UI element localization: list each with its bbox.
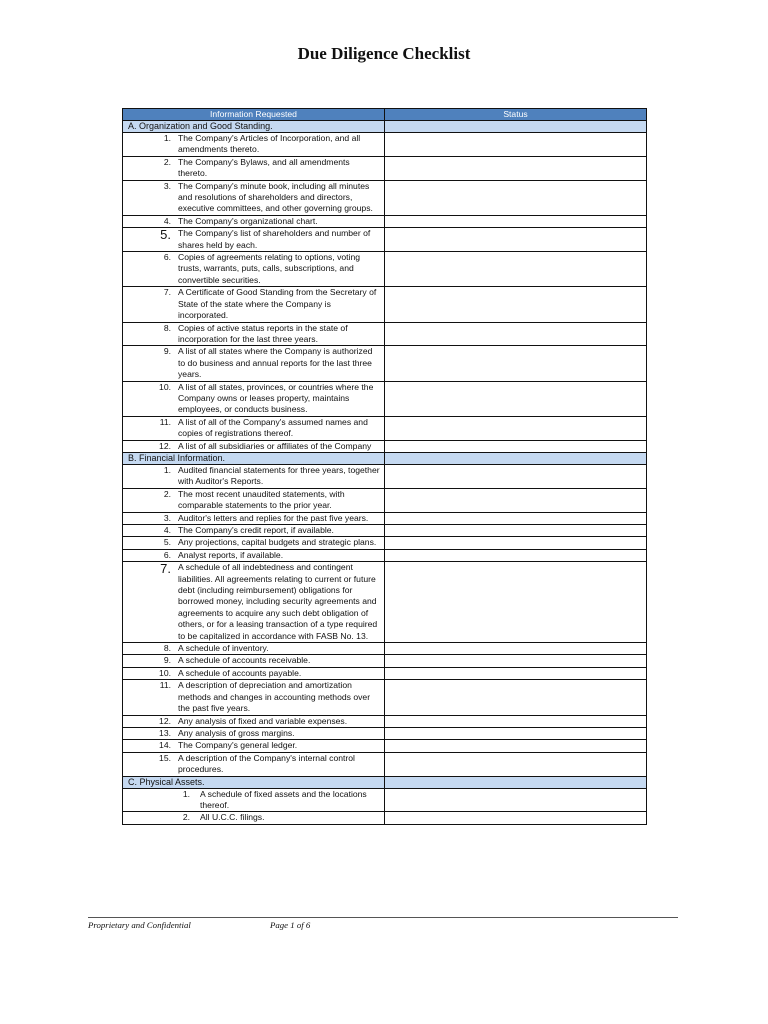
status-cell[interactable]: [385, 252, 647, 287]
item-text: All U.C.C. filings.: [200, 812, 265, 823]
information-requested-cell: [123, 416, 385, 440]
status-cell[interactable]: [385, 740, 647, 752]
header-information-requested: Information Requested: [123, 109, 385, 121]
status-cell[interactable]: [385, 537, 647, 549]
information-requested-cell: [123, 228, 385, 252]
table-row: [123, 287, 647, 322]
document-title: Due Diligence Checklist: [297, 44, 471, 63]
status-cell[interactable]: [385, 549, 647, 561]
information-requested-cell: [123, 727, 385, 739]
information-requested-cell: [123, 215, 385, 227]
status-cell[interactable]: [385, 488, 647, 512]
item-text: A schedule of all indebtedness and contingent liabilities. All agreements relating to current or future debt (including reimbursement) obligations for borrowed money, including security agreements and agreements to acquire any such debt obligation of others, or for a leasing transaction of a type required to be capitalized in accordance with FASB No. 13.: [178, 562, 378, 641]
status-cell[interactable]: [385, 788, 647, 812]
table-row: [123, 440, 647, 452]
item-number: 10.: [159, 381, 171, 392]
item-text: Any projections, capital budgets and strategic plans.: [178, 537, 377, 548]
item-text: Auditor's letters and replies for the past five years.: [178, 512, 369, 523]
item-text: The Company's organizational chart.: [178, 215, 318, 226]
table-row: [123, 667, 647, 679]
table-row: [123, 180, 647, 215]
item-text: A schedule of inventory.: [178, 643, 269, 654]
status-cell[interactable]: [385, 667, 647, 679]
information-requested-cell: [123, 440, 385, 452]
footer-page-number: Page 1 of 6: [270, 920, 311, 930]
table-row: [123, 252, 647, 287]
item-number: 7.: [160, 561, 171, 577]
information-requested-cell: [123, 287, 385, 322]
item-text: Copies of agreements relating to options, voting trusts, warrants, puts, calls, subscriptions, and convertible securities.: [178, 252, 361, 285]
item-number: 2.: [182, 812, 190, 823]
information-requested-cell: [123, 252, 385, 287]
table-row: [123, 322, 647, 346]
item-number: 12.: [159, 440, 171, 451]
item-number: 5.: [160, 227, 171, 243]
information-requested-cell: [123, 512, 385, 524]
item-text: A schedule of fixed assets and the locations thereof.: [200, 788, 367, 810]
item-number: 6.: [163, 549, 171, 560]
item-number: 15.: [159, 752, 171, 763]
information-requested-cell: [123, 525, 385, 537]
status-cell[interactable]: [385, 215, 647, 227]
table-row: [123, 752, 647, 776]
table-row: [123, 562, 647, 643]
item-text: Copies of active status reports in the state of incorporation for the last three years.: [178, 322, 348, 344]
item-text: The Company's general ledger.: [178, 740, 298, 751]
status-cell[interactable]: [385, 727, 647, 739]
item-number: 10.: [159, 667, 171, 678]
item-text: The Company's credit report, if available.: [178, 525, 334, 535]
status-cell[interactable]: [385, 228, 647, 252]
section-label: A. Organization and Good Standing.: [123, 121, 385, 133]
table-row: [123, 381, 647, 416]
section-status-cell: [385, 452, 647, 464]
table-row: [123, 549, 647, 561]
information-requested-cell: [123, 643, 385, 655]
information-requested-cell: [123, 180, 385, 215]
item-text: Any analysis of fixed and variable expenses.: [178, 715, 348, 726]
status-cell[interactable]: [385, 715, 647, 727]
status-cell[interactable]: [385, 643, 647, 655]
item-number: 2.: [163, 488, 171, 499]
item-text: Any analysis of gross margins.: [178, 727, 295, 738]
footer-confidential: Proprietary and Confidential: [88, 920, 191, 930]
status-cell[interactable]: [385, 525, 647, 537]
status-cell[interactable]: [385, 322, 647, 346]
section-status-cell: [385, 776, 647, 788]
header-status: Status: [385, 109, 647, 121]
item-text: A list of all states, provinces, or countries where the Company owns or leases property, maintains employees, or conducts business.: [178, 381, 374, 415]
item-text: A list of all states where the Company is authorized to do business and annual reports for the last three years.: [178, 346, 373, 380]
information-requested-cell: [123, 537, 385, 549]
item-text: A description of the Company's internal control procedures.: [178, 752, 355, 775]
table-row: [123, 788, 647, 812]
item-number: 7.: [163, 287, 171, 298]
item-text: A schedule of accounts payable.: [178, 667, 302, 678]
item-number: 3.: [163, 512, 171, 523]
status-cell[interactable]: [385, 133, 647, 157]
item-number: 2.: [163, 156, 171, 167]
status-cell[interactable]: [385, 346, 647, 381]
section-row: [123, 776, 647, 788]
item-text: The most recent unaudited statements, with comparable statements to the prior year.: [178, 488, 345, 511]
item-text: The Company's list of shareholders and number of shares held by each.: [178, 228, 371, 250]
item-number: 12.: [159, 715, 171, 726]
table-row: [123, 156, 647, 180]
table-row: [123, 643, 647, 655]
status-cell[interactable]: [385, 655, 647, 667]
table-row: [123, 715, 647, 727]
item-number: 9.: [163, 346, 171, 357]
status-cell[interactable]: [385, 416, 647, 440]
item-number: 1.: [182, 788, 190, 799]
item-text: The Company's minute book, including all minutes and resolutions of shareholders and directors, executive committees, and other governing groups.: [178, 180, 373, 214]
table-row: [123, 228, 647, 252]
item-text: A Certificate of Good Standing from the Secretary of State of the state where the Company is incorporated.: [178, 287, 377, 321]
item-number: 6.: [163, 252, 171, 263]
status-cell[interactable]: [385, 440, 647, 452]
status-cell[interactable]: [385, 464, 647, 488]
status-cell[interactable]: [385, 156, 647, 180]
information-requested-cell: [123, 322, 385, 346]
information-requested-cell: [123, 133, 385, 157]
item-text: The Company's Articles of Incorporation, and all amendments thereto.: [178, 133, 361, 155]
table-row: [123, 680, 647, 715]
status-cell[interactable]: [385, 562, 647, 643]
status-cell[interactable]: [385, 180, 647, 215]
section-label: C. Physical Assets.: [123, 776, 385, 788]
item-number: 11.: [159, 680, 171, 691]
status-cell[interactable]: [385, 812, 647, 824]
table-row: [123, 655, 647, 667]
item-text: A list of all of the Company's assumed names and copies of registrations thereof.: [178, 416, 368, 439]
table-row: [123, 525, 647, 537]
item-text: Analyst reports, if available.: [178, 549, 284, 560]
footer-divider: [88, 917, 678, 918]
item-text: Audited financial statements for three years, together with Auditor's Reports.: [178, 464, 380, 487]
section-row: [123, 121, 647, 133]
information-requested-cell: [123, 788, 385, 812]
table-row: [123, 740, 647, 752]
information-requested-cell: [123, 655, 385, 667]
table-row: [123, 512, 647, 524]
table-row: [123, 464, 647, 488]
table-header-row: [123, 109, 647, 121]
information-requested-cell: [123, 752, 385, 776]
table-row: [123, 537, 647, 549]
status-cell[interactable]: [385, 381, 647, 416]
item-number: 1.: [163, 464, 171, 475]
table-row: [123, 416, 647, 440]
item-text: A list of all subsidiaries or affiliates of the Company: [178, 440, 372, 451]
table-row: [123, 215, 647, 227]
information-requested-cell: [123, 562, 385, 643]
table-row: [123, 727, 647, 739]
status-cell[interactable]: [385, 512, 647, 524]
information-requested-cell: [123, 381, 385, 416]
information-requested-cell: [123, 549, 385, 561]
information-requested-cell: [123, 667, 385, 679]
table-row: [123, 812, 647, 824]
information-requested-cell: [123, 346, 385, 381]
item-number: 11.: [159, 416, 171, 427]
status-cell[interactable]: [385, 752, 647, 776]
status-cell[interactable]: [385, 287, 647, 322]
item-number: 14.: [159, 740, 171, 751]
section-row: [123, 452, 647, 464]
information-requested-cell: [123, 488, 385, 512]
information-requested-cell: [123, 156, 385, 180]
item-text: A description of depreciation and amortization methods and changes in accounting methods over the past five years.: [178, 680, 371, 714]
item-number: 8.: [163, 322, 171, 333]
item-text: A schedule of accounts receivable.: [178, 655, 311, 666]
information-requested-cell: [123, 680, 385, 715]
table-row: [123, 488, 647, 512]
section-status-cell: [385, 121, 647, 133]
information-requested-cell: [123, 715, 385, 727]
item-number: 13.: [159, 727, 171, 738]
item-number: 9.: [163, 655, 171, 666]
information-requested-cell: [123, 464, 385, 488]
item-number: 3.: [163, 180, 171, 191]
item-number: 1.: [163, 133, 171, 143]
information-requested-cell: [123, 740, 385, 752]
table-row: [123, 133, 647, 157]
status-cell[interactable]: [385, 680, 647, 715]
item-number: 8.: [163, 643, 171, 654]
item-number: 4.: [163, 525, 171, 535]
item-number: 5.: [163, 537, 171, 548]
section-label: B. Financial Information.: [123, 452, 385, 464]
checklist-table: [122, 108, 647, 825]
table-row: [123, 346, 647, 381]
item-number: 4.: [163, 215, 171, 226]
item-text: The Company's Bylaws, and all amendments thereto.: [178, 156, 350, 179]
information-requested-cell: [123, 812, 385, 824]
